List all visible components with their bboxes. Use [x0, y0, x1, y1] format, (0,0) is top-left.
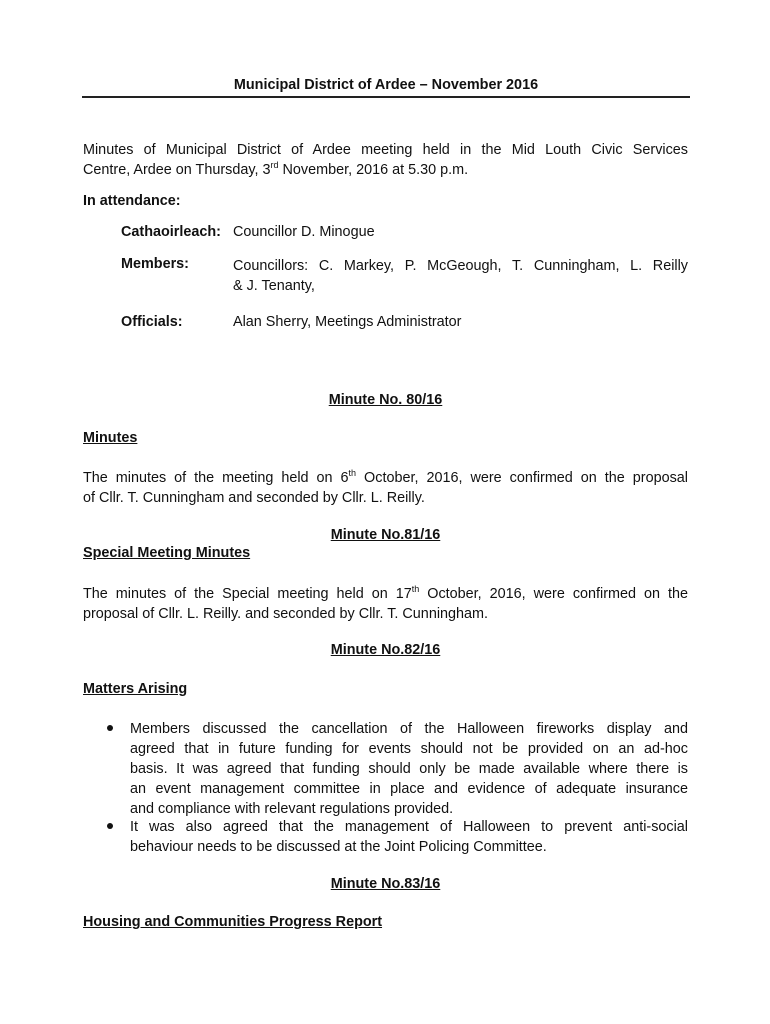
minute-80-line-1: The minutes of the meeting held on 6th October, 2016, were confirmed on the proposal [83, 468, 688, 486]
members-line-2: & J. Tenanty, [233, 278, 315, 294]
bullet-icon [107, 823, 113, 829]
intro-paragraph [83, 140, 688, 180]
minute-81-paragraph [83, 584, 688, 624]
cathaoirleach-label: Cathaoirleach: [121, 224, 221, 240]
bullet-1-line: Members discussed the cancellation of the Halloween fireworks display and [130, 721, 688, 737]
bullet-icon [107, 725, 113, 731]
minute-80-paragraph [83, 468, 688, 508]
minute-83-number: Minute No.83/16 [330, 876, 441, 892]
minute-81-line-1: The minutes of the Special meeting held on 17th October, 2016, were confirmed on the [83, 584, 689, 602]
minute-80-line-2: of Cllr. T. Cunningham and seconded by Cllr. L. Reilly. [83, 490, 425, 506]
minute-80-heading: Minutes [83, 430, 138, 446]
minute-81-number: Minute No.81/16 [330, 527, 441, 543]
title-divider [82, 96, 690, 98]
members-label: Members: [121, 256, 189, 272]
bullet-1-line: basis. It was agreed that funding should only be made available where there is [130, 761, 688, 777]
minute-81-heading: Special Meeting Minutes [83, 545, 251, 561]
cathaoirleach-value: Councillor D. Minogue [233, 224, 375, 240]
bullet-1-line: an event management committee in place and evidence of adequate insurance [130, 781, 688, 797]
minute-81-line-2: proposal of Cllr. L. Reilly. and seconded by Cllr. T. Cunningham. [83, 606, 489, 622]
intro-line-1: Minutes of Municipal District of Ardee meeting held in the Mid Louth Civic Services [83, 142, 688, 158]
minute-82-heading: Matters Arising [83, 681, 188, 697]
officials-value: Alan Sherry, Meetings Administrator [233, 314, 462, 330]
page-title: Municipal District of Ardee – November 2016 [233, 77, 539, 93]
intro-line-2: Centre, Ardee on Thursday, 3rd November, 2016 at 5.30 p.m. [83, 160, 469, 178]
bullet-1-line: and compliance with relevant regulations provided. [130, 801, 454, 817]
minute-83-heading: Housing and Communities Progress Report [83, 914, 383, 930]
bullet-1-line: agreed that in future funding for events should not be provided on an ad-hoc [130, 741, 688, 757]
minute-80-number: Minute No. 80/16 [328, 392, 443, 408]
bullet-2-line: behaviour needs to be discussed at the Joint Policing Committee. [130, 839, 547, 855]
bullet-2-line: It was also agreed that the management of Halloween to prevent anti-social [130, 819, 688, 835]
members-value [233, 256, 688, 296]
attendance-heading: In attendance: [83, 193, 181, 209]
minute-82-number: Minute No.82/16 [330, 642, 441, 658]
members-line-1: Councillors: C. Markey, P. McGeough, T. Cunningham, L. Reilly [233, 258, 688, 274]
matters-arising-item-1 [130, 719, 688, 819]
officials-label: Officials: [121, 314, 183, 330]
matters-arising-item-2 [130, 817, 688, 857]
